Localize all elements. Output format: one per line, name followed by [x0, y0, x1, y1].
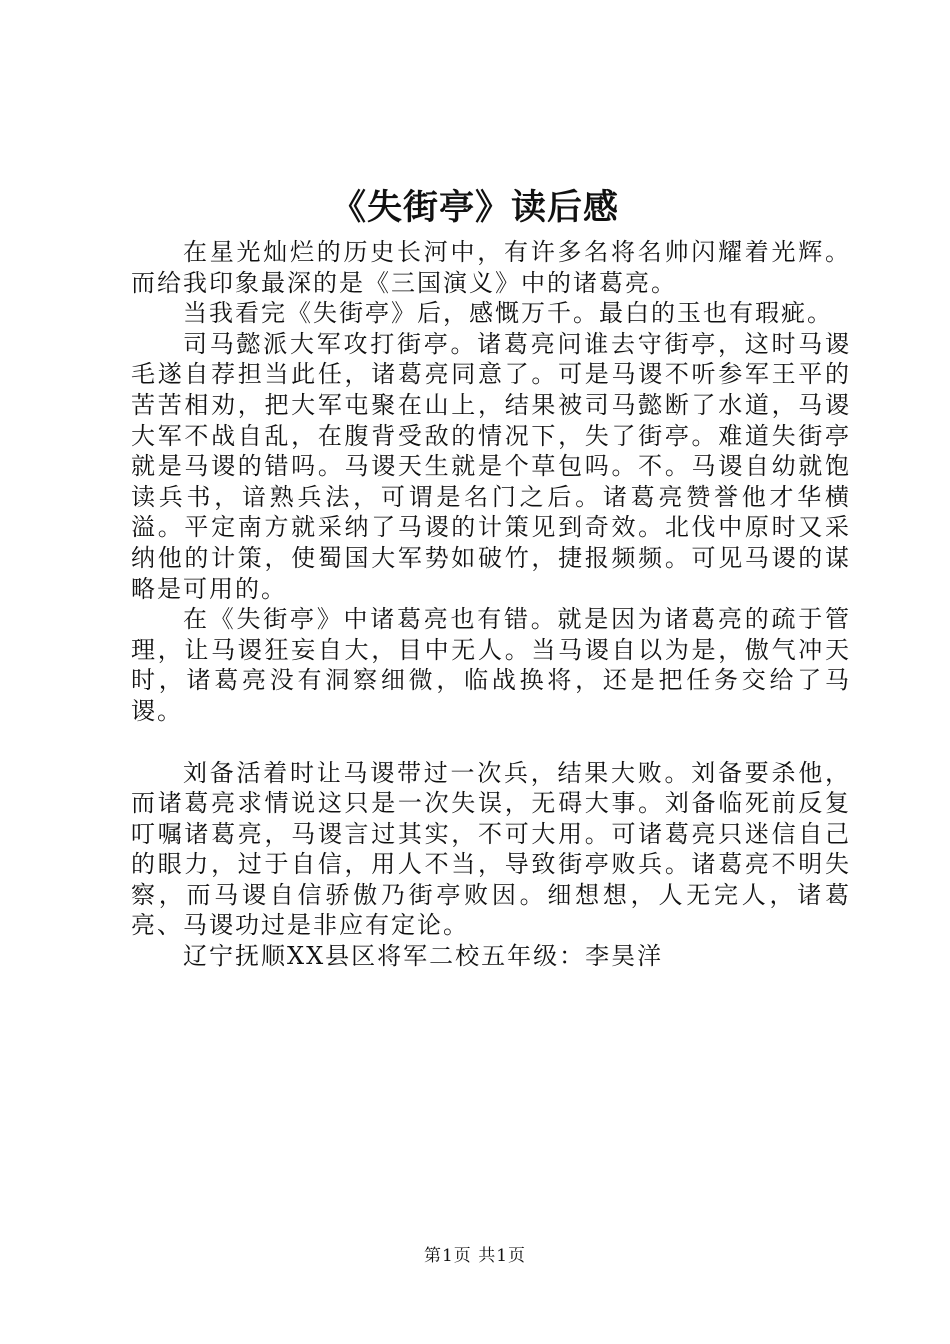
- paragraph-zhuge-mistake: 在《失街亭》中诸葛亮也有错。就是因为诸葛亮的疏于管理，让马谡狂妄自大，目中无人。当马谡自以为是，傲气冲天时，诸葛亮没有洞察细微，临战换将，还是把任务交给了马谡。: [131, 605, 851, 725]
- document-title: 《失街亭》读后感: [330, 187, 619, 228]
- author-line: 辽宁抚顺XX县区将军二校五年级：李昊洋: [183, 942, 664, 971]
- paragraph-story: 司马懿派大军攻打街亭。诸葛亮问谁去守街亭，这时马谡毛遂自荐担当此任，诸葛亮同意了。可是马谡不听参军王平的苦苦相劝，把大军屯聚在山上，结果被司马懿断了水道，马谡大军不战自乱，在腹背受敌的情况下，失了街亭。难道失街亭就是马谡的错吗。马谡天生就是个草包吗。不。马谡自幼就饱读兵书，谙熟兵法，可谓是名门之后。诸葛亮赞誉他才华横溢。平定南方就采纳了马谡的计策见到奇效。北伐中原时又采纳他的计策，使蜀国大军势如破竹，捷报频频。可见马谡的谋略是可用的。: [131, 329, 851, 603]
- paragraph-reflection: 当我看完《失街亭》后，感慨万千。最白的玉也有瑕疵。: [183, 299, 833, 328]
- paragraph-intro: 在星光灿烂的历史长河中，有许多名将名帅闪耀着光辉。而给我印象最深的是《三国演义》中的诸葛亮。: [131, 238, 851, 297]
- page-footer: 第1页 共1页: [423, 1246, 527, 1266]
- paragraph-liu-bei: 刘备活着时让马谡带过一次兵，结果大败。刘备要杀他，而诸葛亮求情说这只是一次失误，无碍大事。刘备临死前反复叮嘱诸葛亮，马谡言过其实，不可大用。可诸葛亮只迷信自己的眼力，过于自信，用人不当，导致街亭败兵。诸葛亮不明失察，而马谡自信骄傲乃街亭败因。细想想，人无完人，诸葛亮、马谡功过是非应有定论。: [131, 758, 851, 940]
- document-body: [131, 237, 851, 972]
